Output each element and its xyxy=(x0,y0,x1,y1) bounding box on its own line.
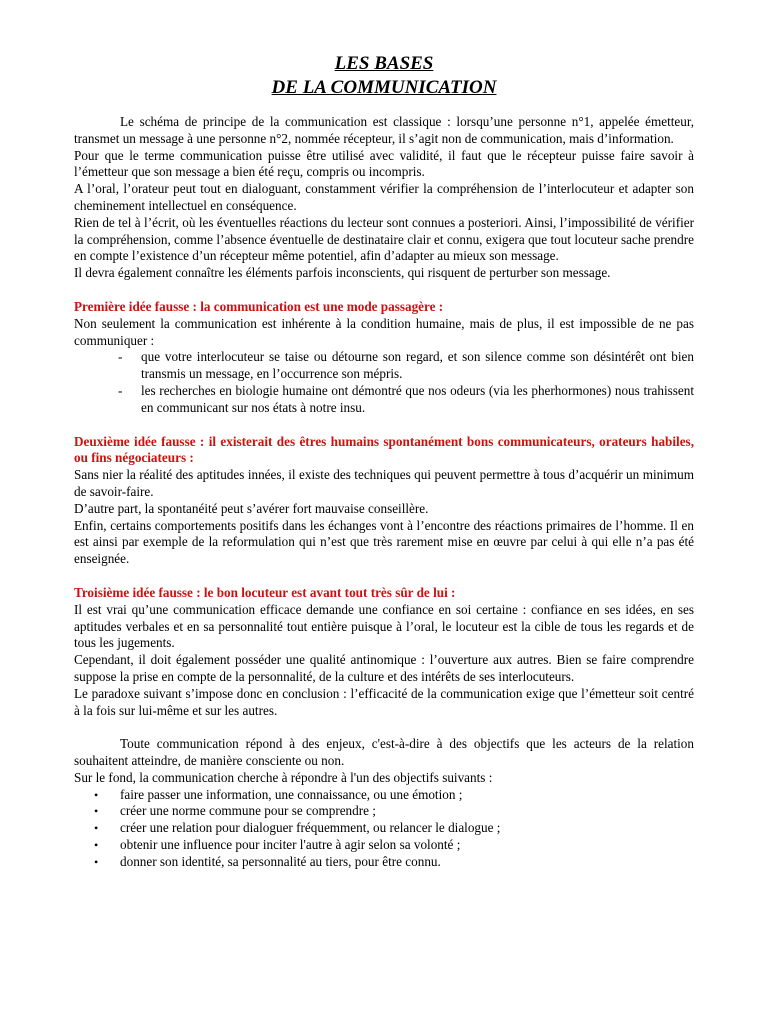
document-title xyxy=(74,52,694,100)
list-item-text: obtenir une influence pour inciter l'autre à agir selon sa volonté ; xyxy=(120,837,461,853)
closing-paragraph: Toute communication répond à des enjeux, c'est-à-dire à des objectifs que les acteurs de la relation souhaitent atteindre, de manière consciente ou non. xyxy=(74,736,694,769)
list-item xyxy=(74,383,694,417)
list-item-text: donner son identité, sa personnalité au tiers, pour être connu. xyxy=(120,853,441,869)
list-item xyxy=(74,820,694,837)
intro-paragraph: Le schéma de principe de la communication est classique : lorsqu’une personne n°1, appelée émetteur, transmet un message à une personne n°2, nommée récepteur, il s’agit non de communication, mais d’information. xyxy=(74,114,694,146)
bullet-mark: • xyxy=(94,787,99,802)
section-heading: Troisième idée fausse : le bon locuteur est avant tout très sûr de lui : xyxy=(74,584,456,600)
section-second-misconception xyxy=(74,434,694,568)
list-item-text: faire passer une information, une connaissance, ou une émotion ; xyxy=(120,786,463,802)
section-paragraph: Il est vrai qu’une communication efficace demande une confiance en soi certaine : confiance en ses idées, en ses aptitudes verbales et en sa personnalité tout entière puisque à l’oral, le locuteur est la cible de tous les regards et de tous les jugements. xyxy=(74,601,694,651)
list-item-text: que votre interlocuteur se taise ou détourne son regard, et son silence comme son désintérêt ont bien transmis un message, en l’occurrence son mépris. xyxy=(141,349,694,382)
section-first-misconception xyxy=(74,299,694,417)
intro-section xyxy=(74,114,694,282)
intro-paragraph: Pour que le terme communication puisse être utilisé avec validité, il faut que le récepteur puisse faire savoir à l’émetteur que son message a bien été reçu, compris ou incompris. xyxy=(74,147,694,180)
section-heading: Première idée fausse : la communication est une mode passagère : xyxy=(74,298,444,314)
list-item xyxy=(74,854,694,871)
section-paragraph: Enfin, certains comportements positifs dans les échanges vont à l’encontre des réactions primaires de l’homme. Il en est ainsi par exemple de la reformulation qui n’est que très rarement mise en œuvre par celui à qui elle n’a pas été enseignée. xyxy=(74,517,694,567)
dash-mark: - xyxy=(118,349,123,365)
bullet-mark: • xyxy=(94,804,99,819)
section-third-misconception xyxy=(74,585,694,719)
list-item xyxy=(74,803,694,820)
section-paragraph: Non seulement la communication est inhérente à la condition humaine, mais de plus, il est impossible de ne pas communiquer : xyxy=(74,315,694,348)
dash-mark: - xyxy=(118,382,123,398)
section-heading: Deuxième idée fausse : il existerait des êtres humains spontanément bons communicateurs, orateurs habiles, ou fins négociateurs : xyxy=(74,433,694,466)
section-paragraph: D’autre part, la spontanéité peut s’avérer fort mauvaise conseillère. xyxy=(74,500,429,516)
section-paragraph: Sans nier la réalité des aptitudes innées, il existe des techniques qui peuvent permettre à tous d’acquérir un minimum de savoir-faire. xyxy=(74,467,694,499)
list-item xyxy=(74,837,694,854)
closing-section xyxy=(74,736,694,870)
bullet-list xyxy=(74,787,694,871)
list-item-text: créer une relation pour dialoguer fréquemment, ou relancer le dialogue ; xyxy=(120,820,501,836)
list-item xyxy=(74,349,694,383)
bullet-mark: • xyxy=(94,854,99,869)
list-item xyxy=(74,787,694,804)
bullet-mark: • xyxy=(94,821,99,836)
section-paragraph: Le paradoxe suivant s’impose donc en conclusion : l’efficacité de la communication exige que l’émetteur soit centré à la fois sur lui-même et sur les autres. xyxy=(74,685,694,718)
title-line-1: LES BASES xyxy=(334,53,434,74)
bullet-mark: • xyxy=(94,838,99,853)
intro-paragraph: Il devra également connaître les éléments parfois inconscients, qui risquent de perturber son message. xyxy=(74,265,611,281)
list-item-text: créer une norme commune pour se comprendre ; xyxy=(120,803,376,819)
list-item-text: les recherches en biologie humaine ont démontré que nos odeurs (via les pherhormones) nous trahissent en communicant sur nos états à notre insu. xyxy=(141,382,694,415)
dash-list xyxy=(74,349,694,416)
intro-paragraph: Rien de tel à l’écrit, où les éventuelles réactions du lecteur sont connues a posteriori. Ainsi, l’impossibilité de vérifier la compréhension, comme l’absence éventuelle de destinataire clair et connu, exigera que tout locuteur sache prendre en compte l’existence d’un récepteur même potentiel, afin d’adapter au mieux son message. xyxy=(74,214,694,264)
section-paragraph: Cependant, il doit également posséder une qualité antinomique : l’ouverture aux autres. Bien se faire comprendre suppose la prise en compte de la personnalité, de la culture et des intérêts de ses interlocuteurs. xyxy=(74,652,694,684)
intro-paragraph: A l’oral, l’orateur peut tout en dialoguant, constamment vérifier la compréhension de l’interlocuteur et adapter son cheminement intellectuel en conséquence. xyxy=(74,181,694,213)
closing-lead: Sur le fond, la communication cherche à répondre à l'un des objectifs suivants : xyxy=(74,769,493,785)
title-line-2: DE LA COMMUNICATION xyxy=(271,77,497,98)
